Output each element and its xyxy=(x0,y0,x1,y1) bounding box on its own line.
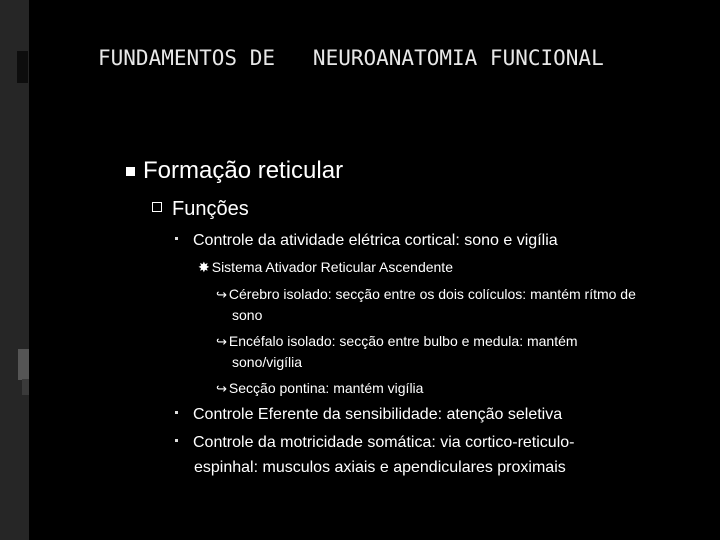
bullet-subitem xyxy=(216,380,423,397)
dot-bullet-icon xyxy=(175,237,178,240)
bullet-item xyxy=(175,434,574,452)
left-sidebar-bar xyxy=(0,0,29,540)
square-bullet-icon xyxy=(126,167,135,176)
hollow-square-bullet-icon xyxy=(152,202,162,212)
decorative-block xyxy=(18,349,29,380)
bullet-sara xyxy=(198,259,453,276)
level2-text: Funções xyxy=(172,198,249,220)
decorative-block xyxy=(22,379,29,395)
sara-text: Sistema Ativador Reticular Ascendente xyxy=(211,259,453,275)
curved-arrow-icon: ↪ xyxy=(216,287,227,302)
curved-arrow-icon: ↪ xyxy=(216,334,227,349)
subitem-text: Secção pontina: mantém vigília xyxy=(228,380,424,396)
curved-arrow-icon: ↪ xyxy=(216,381,227,396)
bullet-item xyxy=(175,406,562,424)
bullet-level1 xyxy=(126,157,343,185)
bullet-level2 xyxy=(152,198,249,221)
item-text: Controle da motricidade somática: via cortico-reticulo- xyxy=(193,434,575,451)
item-continuation: espinhal: musculos axiais e apendiculares proximais xyxy=(194,459,566,476)
bullet-item xyxy=(175,232,558,250)
item-text: Controle Eferente da sensibilidade: atenção seletiva xyxy=(193,406,563,423)
item-text: Controle da atividade elétrica cortical: sono e vigília xyxy=(193,232,558,249)
subitem-text: Encéfalo isolado: secção entre bulbo e medula: mantém xyxy=(228,333,578,349)
subitem-text: Cérebro isolado: secção entre os dois colículos: mantém rítmo de xyxy=(228,286,636,302)
slide-title: FUNDAMENTOS DE NEUROANATOMIA FUNCIONAL xyxy=(98,46,604,70)
decorative-block xyxy=(17,51,28,83)
dot-bullet-icon xyxy=(175,439,178,442)
bullet-subitem xyxy=(216,333,578,350)
bullet-subitem xyxy=(216,286,636,303)
starburst-bullet-icon: ✸ xyxy=(198,259,210,275)
subitem-continuation: sono/vigília xyxy=(232,354,303,370)
subitem-continuation: sono xyxy=(232,307,263,323)
dot-bullet-icon xyxy=(175,411,178,414)
level1-text: Formação reticular xyxy=(143,157,344,184)
